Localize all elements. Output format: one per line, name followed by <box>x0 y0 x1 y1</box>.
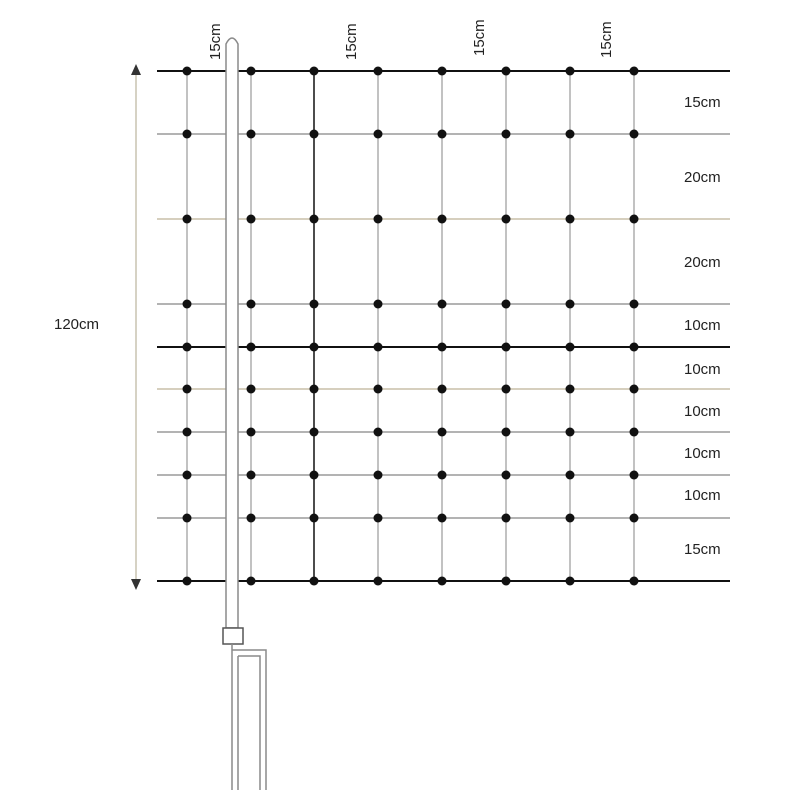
knot <box>183 67 192 76</box>
knot <box>566 67 575 76</box>
knot <box>310 471 319 480</box>
fence-post <box>223 38 266 790</box>
knot <box>438 300 447 309</box>
knot <box>630 428 639 437</box>
knot <box>310 577 319 586</box>
knot <box>630 514 639 523</box>
knot <box>502 577 511 586</box>
knot <box>374 215 383 224</box>
knot <box>502 385 511 394</box>
knot <box>438 215 447 224</box>
knot <box>183 130 192 139</box>
knot <box>247 67 256 76</box>
knot <box>374 67 383 76</box>
knot <box>502 514 511 523</box>
knot <box>310 343 319 352</box>
row-spacing-label: 15cm <box>684 94 721 111</box>
knot <box>310 300 319 309</box>
knot <box>247 514 256 523</box>
knot <box>374 343 383 352</box>
row-spacing-label: 15cm <box>684 541 721 558</box>
row-spacing-label: 20cm <box>684 254 721 271</box>
post-spike-fork <box>232 644 266 790</box>
post-clamp <box>223 628 243 644</box>
column-spacing-labels <box>207 19 615 60</box>
knot <box>310 67 319 76</box>
knot <box>183 471 192 480</box>
knot <box>502 471 511 480</box>
knot <box>183 343 192 352</box>
knot <box>247 300 256 309</box>
knot <box>630 130 639 139</box>
knot <box>183 215 192 224</box>
knot <box>502 343 511 352</box>
arrow-up-icon <box>131 64 141 75</box>
knot <box>566 130 575 139</box>
knot <box>183 385 192 394</box>
knot <box>247 577 256 586</box>
knot <box>438 130 447 139</box>
knot <box>183 514 192 523</box>
knot <box>566 300 575 309</box>
column-spacing-label: 15cm <box>598 21 615 58</box>
knot <box>438 514 447 523</box>
knot <box>247 471 256 480</box>
knot <box>247 343 256 352</box>
knot <box>438 428 447 437</box>
knot <box>374 471 383 480</box>
knot <box>438 343 447 352</box>
knot <box>374 514 383 523</box>
knot <box>502 215 511 224</box>
knot <box>438 385 447 394</box>
knot <box>183 577 192 586</box>
knot <box>438 471 447 480</box>
row-spacing-label: 10cm <box>684 487 721 504</box>
knot <box>630 215 639 224</box>
knot <box>310 215 319 224</box>
knot <box>566 514 575 523</box>
knot <box>630 385 639 394</box>
knot <box>374 130 383 139</box>
row-spacing-label: 10cm <box>684 403 721 420</box>
knot <box>310 428 319 437</box>
knot <box>502 130 511 139</box>
knot <box>374 385 383 394</box>
knot <box>630 577 639 586</box>
height-dimension <box>131 64 141 590</box>
knot <box>183 300 192 309</box>
knot <box>247 130 256 139</box>
knot <box>630 343 639 352</box>
vertical-strands <box>187 71 634 581</box>
row-spacing-label: 10cm <box>684 317 721 334</box>
knot <box>183 428 192 437</box>
knot <box>374 428 383 437</box>
knot <box>566 471 575 480</box>
knot <box>630 300 639 309</box>
row-spacing-label: 10cm <box>684 445 721 462</box>
post-shaft <box>226 38 238 628</box>
knot <box>438 67 447 76</box>
knot <box>566 577 575 586</box>
knot <box>438 577 447 586</box>
knot <box>247 428 256 437</box>
knot <box>502 428 511 437</box>
knot <box>310 130 319 139</box>
knot <box>247 215 256 224</box>
column-spacing-label: 15cm <box>343 23 360 60</box>
column-spacing-label: 15cm <box>207 23 224 60</box>
arrow-down-icon <box>131 579 141 590</box>
column-spacing-label: 15cm <box>471 19 488 56</box>
knot <box>247 385 256 394</box>
knot <box>566 428 575 437</box>
knot <box>630 67 639 76</box>
row-spacing-labels <box>684 94 721 558</box>
row-spacing-label: 10cm <box>684 361 721 378</box>
horizontal-strands <box>157 71 730 581</box>
knot <box>374 300 383 309</box>
total-height-label: 120cm <box>54 316 100 333</box>
knot <box>566 343 575 352</box>
knot <box>630 471 639 480</box>
knot <box>566 215 575 224</box>
knot <box>502 67 511 76</box>
knot <box>566 385 575 394</box>
knot <box>310 385 319 394</box>
knot <box>310 514 319 523</box>
row-spacing-label: 20cm <box>684 169 721 186</box>
knot <box>502 300 511 309</box>
knot <box>374 577 383 586</box>
